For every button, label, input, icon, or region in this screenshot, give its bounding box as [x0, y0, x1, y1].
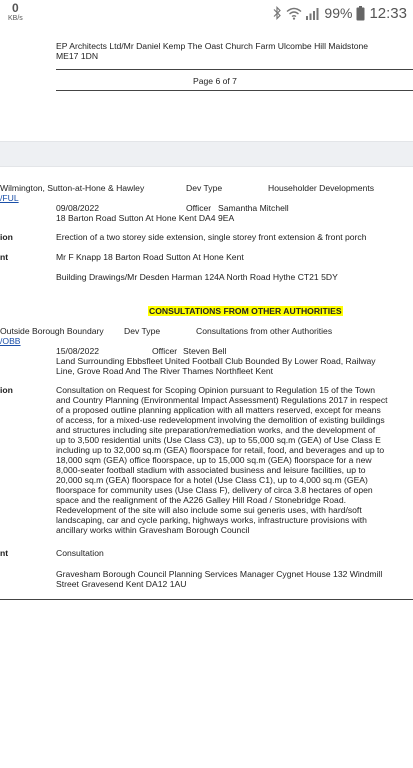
agent-address-line-1: EP Architects Ltd/Mr Daniel Kemp The Oast Church Farm Ulcombe Hill Maidstone	[56, 41, 369, 51]
proposal-line: Consultation on Request for Scoping Opinion pursuant to Regulation 15 of the Town	[56, 385, 375, 395]
officer-name: Samantha Mitchell	[218, 203, 289, 213]
wifi-icon	[286, 7, 302, 20]
bluetooth-icon	[272, 6, 282, 20]
divider	[0, 599, 413, 600]
agent-line-1: Gravesham Borough Council Planning Services Manager Cygnet House 132 Windmill	[56, 569, 383, 579]
applicant-label: nt	[0, 548, 9, 558]
proposal-text	[56, 385, 413, 535]
officer-name: Steven Bell	[183, 346, 227, 356]
agent-line-2: Street Gravesend Kent DA12 1AU	[56, 579, 187, 589]
section-heading-text: CONSULTATIONS FROM OTHER AUTHORITIES	[149, 306, 342, 316]
network-speed-unit: KB/s	[8, 15, 23, 22]
dev-type-label: Dev Type	[124, 326, 161, 336]
clock: 12:33	[369, 4, 407, 22]
agent-text: Building Drawings/Mr Desden Harman 124A North Road Hythe CT21 5DY	[56, 272, 338, 282]
applicant-label: nt	[0, 252, 9, 262]
applicant-text: Mr F Knapp 18 Barton Road Sutton At Hone Kent	[56, 252, 244, 262]
section-heading	[148, 306, 343, 316]
signal-icon	[306, 7, 320, 20]
status-bar	[0, 0, 413, 26]
proposal-label: ion	[0, 385, 13, 395]
proposal-line: up to 3,500 residential units (Use Class C3), up to 55,000 sq.m (GEA) of Use Class E	[56, 435, 381, 445]
proposal-text: Erection of a two storey side extension, single storey front extension & front porch	[56, 232, 367, 242]
battery-percent: 99%	[324, 5, 353, 21]
proposal-line: and structures including site preparation/remediation works, and the development of	[56, 425, 376, 435]
agent-address-line-2: ME17 1DN	[56, 51, 99, 61]
page-separator	[0, 141, 413, 167]
record-date: 15/08/2022	[56, 346, 100, 356]
proposal-line: landscaping, car and cycle parking, highways works, infrastructure provisions with	[56, 515, 367, 525]
proposal-line: floorspace for community uses (Use Class F), delivery of circa 3.8 hectares of open	[56, 485, 373, 495]
network-speed-value: 0	[12, 1, 19, 15]
record-location: Outside Borough Boundary	[0, 326, 104, 336]
proposal-line: including up to 32,000 sq.m (GEA) floorspace for retail, food, and beverages and up to	[56, 445, 385, 455]
dev-type-label: Dev Type	[186, 183, 223, 193]
proposal-line: space and the realignment of the A226 Galley Hill Road / Stonebridge Road.	[56, 495, 346, 505]
record-location: Wilmington, Sutton-at-Hone & Hawley	[0, 183, 145, 193]
site-address-line-1: Land Surrounding Ebbsfleet United Football Club Bounded By Lower Road, Railway	[56, 356, 376, 366]
battery-icon	[356, 6, 365, 21]
proposal-label: ion	[0, 232, 13, 242]
proposal-line: 20,000 sq.m (GEA) floorspace for a hotel (Use Class C1), up to 4,000 sq.m (GEA)	[56, 475, 368, 485]
proposal-line: and Country Planning (Environmental Impact Assessment) Regulations 2017 in respect	[56, 395, 388, 405]
page-number: Page 6 of 7	[193, 76, 237, 86]
officer-label: Officer	[152, 346, 178, 356]
proposal-line: 8,000-seater football stadium with associated business and leisure facilities, up to	[56, 465, 366, 475]
applicant-text: Consultation	[56, 548, 104, 558]
proposal-line: of a proposed outline planning application with all matters reserved, except for means	[56, 405, 381, 415]
status-icons	[272, 4, 407, 22]
divider	[56, 69, 413, 70]
proposal-line: of access, for a mixed-use redevelopment involving the demolition of existing buildings	[56, 415, 385, 425]
divider	[56, 90, 413, 91]
dev-type-value: Consultations from other Authorities	[196, 326, 333, 336]
network-speed	[8, 2, 23, 22]
application-reference-link[interactable]: /OBB	[0, 336, 21, 346]
proposal-line: ancillary works within Gravesham Borough Council	[56, 525, 250, 535]
proposal-line: 18,000 sqm (GEA) office floorspace, up to 15,000 sq.m (GEA) floorspace for a new	[56, 455, 372, 465]
dev-type-value: Householder Developments	[268, 183, 375, 193]
officer-label: Officer	[186, 203, 212, 213]
site-address-line-2: Line, Grove Road And The River Thames Northfleet Kent	[56, 366, 274, 376]
application-reference-link[interactable]: /FUL	[0, 193, 19, 203]
record-date: 09/08/2022	[56, 203, 100, 213]
proposal-line: Redevelopment of the site will also include some sui generis uses, with hard/soft	[56, 505, 362, 515]
site-address: 18 Barton Road Sutton At Hone Kent DA4 9EA	[56, 213, 235, 223]
